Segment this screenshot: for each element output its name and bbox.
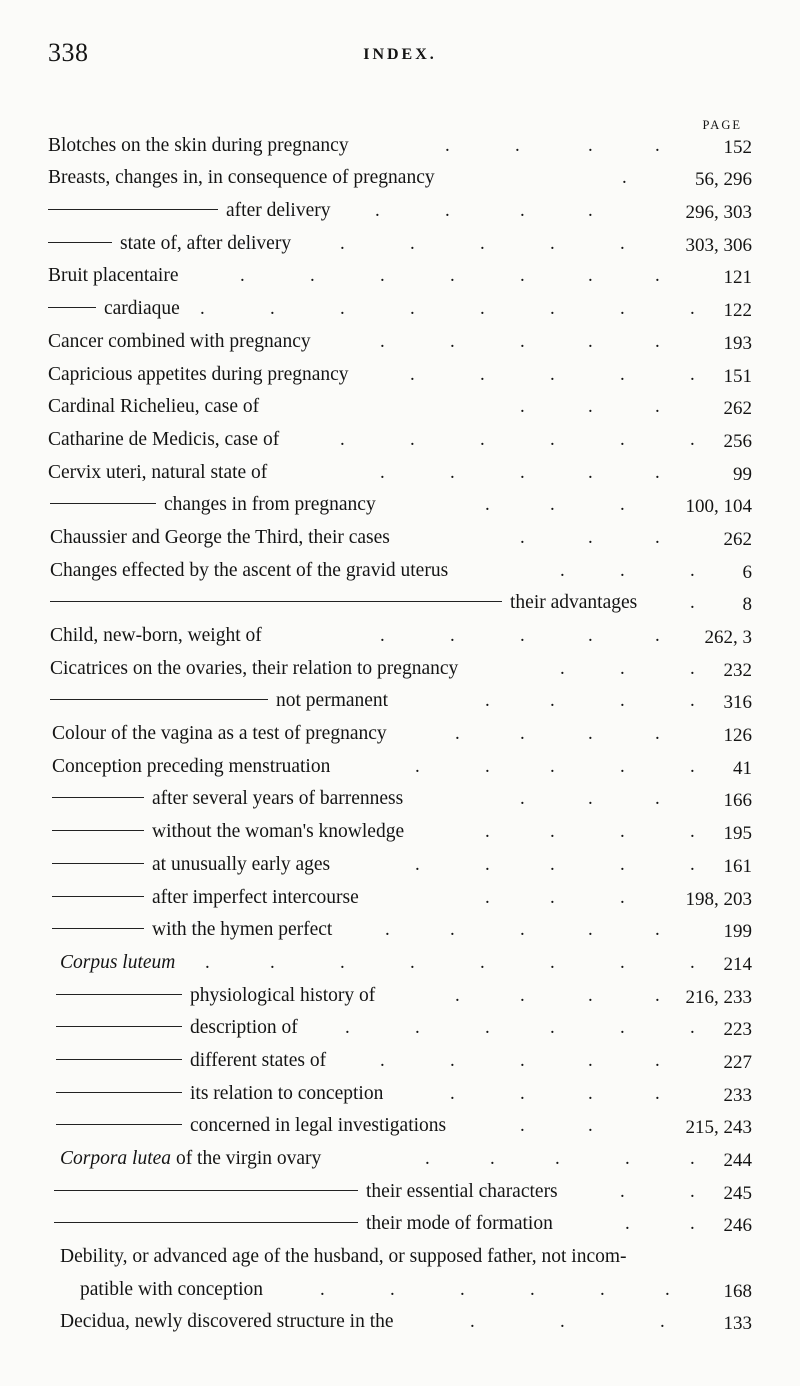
entry-page-ref: 316	[723, 692, 752, 714]
entry-page-ref: 126	[723, 725, 752, 747]
entry-text: concerned in legal investigations	[56, 1115, 446, 1137]
entry-page-ref: 151	[723, 365, 752, 387]
entry-page-ref: 245	[723, 1182, 752, 1204]
index-entry: Corpus luteum 214 . . . . . . . .	[60, 951, 752, 975]
ditto-dash	[54, 1190, 358, 1191]
entry-page-ref: 56, 296	[695, 169, 752, 191]
entry-page-ref: 262, 3	[704, 627, 752, 648]
page-number: 338	[48, 38, 89, 67]
entry-text: Cancer combined with pregnancy	[48, 330, 311, 352]
entry-text: after imperfect intercourse	[52, 887, 359, 909]
index-entry: after delivery 296, 303 . . . .	[0, 195, 800, 228]
entry-page-ref: 122	[723, 300, 752, 322]
index-entry: Child, new-born, weight of 262, 3 . . . . .	[50, 625, 752, 648]
index-entry: not permanent 316 . . . .	[0, 686, 800, 719]
entry-text: Colour of the vagina as a test of pregnancy	[52, 723, 387, 745]
index-entries	[0, 130, 800, 1339]
ditto-dash	[48, 242, 112, 243]
page-column-label: PAGE	[702, 118, 742, 132]
ditto-dash	[50, 699, 268, 700]
entry-page-ref: 195	[723, 823, 752, 845]
entry-page-ref: 256	[723, 430, 752, 452]
ditto-dash	[56, 994, 182, 995]
entry-page-ref: 198, 203	[685, 888, 752, 910]
entry-page-ref: 262	[723, 528, 752, 550]
index-entry: at unusually early ages 161 . . . . .	[0, 849, 800, 882]
entry-text: Bruit placentaire	[48, 265, 179, 287]
entry-page-ref: 227	[723, 1051, 752, 1073]
ditto-dash	[48, 209, 218, 210]
index-entry: Bruit placentaire 121 . . . . . . .	[48, 265, 752, 289]
index-entry: cardiaque 122 . . . . . . . .	[0, 293, 800, 326]
entry-text: after several years of barrenness	[52, 788, 403, 810]
ditto-dash	[52, 863, 144, 864]
entry-page-ref: 100, 104	[685, 496, 752, 518]
entry-page-ref: 152	[723, 136, 752, 158]
entry-text: Blotches on the skin during pregnancy	[48, 134, 349, 156]
entry-text: their mode of formation	[54, 1213, 553, 1235]
index-entry: concerned in legal investigations 215, 243 . .	[0, 1111, 800, 1144]
entry-text: Debility, or advanced age of the husband, or supposed father, not incom-	[60, 1246, 627, 1268]
index-entry: patible with conception 168 . . . . . .	[80, 1278, 752, 1302]
entry-page-ref: 216, 233	[685, 986, 752, 1008]
ditto-dash	[50, 601, 502, 602]
index-entry: description of 223 . . . . . .	[0, 1013, 800, 1046]
index-entry: Blotches on the skin during pregnancy 152 . . . .	[48, 134, 752, 158]
index-entry: after imperfect intercourse 198, 203 . . .	[0, 882, 800, 915]
index-entry: Cancer combined with pregnancy 193 . . . . .	[48, 330, 752, 354]
index-entry: Breasts, changes in, in consequence of pregnancy 56, 296 .	[48, 167, 752, 191]
entry-page-ref: 41	[733, 757, 752, 779]
ditto-dash	[50, 503, 156, 504]
index-entry: changes in from pregnancy 100, 104 . . .	[0, 490, 800, 523]
entry-text: Child, new-born, weight of	[50, 625, 262, 646]
entry-page-ref: 244	[723, 1150, 752, 1171]
entry-text: Cardinal Richelieu, case of	[48, 396, 260, 418]
entry-text: not permanent	[50, 690, 388, 712]
entry-text: different states of	[56, 1050, 326, 1072]
entry-text: Corpora lutea of the virgin ovary	[60, 1148, 322, 1169]
index-entry: with the hymen perfect 199 . . . . .	[0, 915, 800, 948]
ditto-dash	[56, 1059, 182, 1060]
index-entry: Cicatrices on the ovaries, their relation to pregnancy 232 . . .	[50, 657, 752, 681]
index-entry: state of, after delivery 303, 306 . . . . .	[0, 228, 800, 261]
entry-page-ref: 296, 303	[685, 202, 752, 224]
entry-page-ref: 214	[723, 953, 752, 975]
entry-page-ref: 6	[742, 561, 752, 583]
entry-page-ref: 121	[723, 267, 752, 289]
index-entry: Capricious appetites during pregnancy 151 . . . . .	[48, 363, 752, 387]
entry-text: Changes effected by the ascent of the gravid uterus	[50, 559, 449, 581]
entry-text: Decidua, newly discovered structure in the	[60, 1311, 394, 1333]
ditto-dash	[56, 1026, 182, 1027]
index-entry: Chaussier and George the Third, their cases 262 . . .	[50, 526, 752, 550]
entry-text: after delivery	[48, 200, 330, 222]
ditto-dash	[52, 928, 144, 929]
index-entry: Colour of the vagina as a test of pregnancy 126 . . . .	[52, 723, 752, 747]
entry-text: at unusually early ages	[52, 854, 330, 876]
index-entry: different states of 227 . . . . .	[0, 1045, 800, 1078]
ditto-dash	[56, 1092, 182, 1093]
entry-page-ref: 168	[723, 1280, 752, 1302]
entry-page-ref: 246	[723, 1215, 752, 1237]
entry-text: their advantages	[50, 592, 637, 614]
entry-text: without the woman's knowledge	[52, 821, 404, 843]
ditto-dash	[48, 307, 96, 308]
entry-text: Cicatrices on the ovaries, their relation to pregnancy	[50, 657, 459, 679]
entry-page-ref: 303, 306	[685, 234, 752, 256]
index-entry: without the woman's knowledge 195 . . . .	[0, 816, 800, 849]
index-entry: its relation to conception 233 . . . .	[0, 1078, 800, 1111]
entry-page-ref: 166	[723, 790, 752, 812]
entry-page-ref: 133	[723, 1313, 752, 1335]
index-entry: after several years of barrenness 166 . . .	[0, 784, 800, 817]
index-entry: physiological history of 216, 233 . . . .	[0, 980, 800, 1013]
entry-page-ref: 262	[723, 398, 752, 420]
index-entry: Corpora lutea of the virgin ovary 244 . . . . .	[60, 1148, 752, 1171]
entry-text: changes in from pregnancy	[50, 494, 376, 516]
entry-page-ref: 193	[723, 332, 752, 354]
entry-text: description of	[56, 1017, 298, 1039]
index-entry: their mode of formation 246 . .	[0, 1209, 800, 1242]
index-entry: Changes effected by the ascent of the gravid uterus 6 . . .	[50, 559, 752, 583]
entry-text: Conception preceding menstruation	[52, 755, 331, 777]
index-entry: Cardinal Richelieu, case of 262 . . .	[48, 396, 752, 420]
ditto-dash	[54, 1222, 358, 1223]
index-entry: Conception preceding menstruation 41 . . . . .	[52, 755, 752, 779]
entry-text: with the hymen perfect	[52, 919, 332, 941]
index-entry: their essential characters 245 . .	[0, 1176, 800, 1209]
entry-text: Catharine de Medicis, case of	[48, 428, 280, 450]
index-entry	[0, 1241, 800, 1274]
entry-text: physiological history of	[56, 985, 375, 1007]
ditto-dash	[56, 1124, 182, 1125]
entry-page-ref: 223	[723, 1019, 752, 1041]
index-entry: Cervix uteri, natural state of 99 . . . . .	[48, 461, 752, 485]
entry-text: Breasts, changes in, in consequence of pregnancy	[48, 167, 435, 189]
index-entry: Catharine de Medicis, case of 256 . . . . . .	[48, 428, 752, 452]
entry-page-ref: 8	[742, 594, 752, 616]
entry-text: its relation to conception	[56, 1083, 383, 1105]
index-entry: Decidua, newly discovered structure in the 133 . . .	[60, 1311, 752, 1335]
ditto-dash	[52, 797, 144, 798]
entry-text: patible with conception	[80, 1278, 264, 1300]
entry-text: cardiaque	[48, 298, 180, 320]
running-head: INDEX.	[363, 46, 437, 63]
entry-text: Cervix uteri, natural state of	[48, 461, 268, 483]
entry-text: state of, after delivery	[48, 233, 291, 255]
entry-page-ref: 161	[723, 855, 752, 877]
entry-page-ref: 99	[733, 463, 752, 485]
index-entry: their advantages 8 .	[0, 588, 800, 621]
entry-text: Corpus luteum	[60, 951, 176, 973]
entry-text: Chaussier and George the Third, their cases	[50, 526, 390, 548]
ditto-dash	[52, 830, 144, 831]
entry-page-ref: 232	[723, 659, 752, 681]
entry-page-ref: 215, 243	[685, 1117, 752, 1139]
entry-text: their essential characters	[54, 1181, 558, 1203]
entry-page-ref: 233	[723, 1084, 752, 1106]
entry-text: Capricious appetites during pregnancy	[48, 363, 349, 385]
ditto-dash	[52, 896, 144, 897]
entry-page-ref: 199	[723, 921, 752, 943]
